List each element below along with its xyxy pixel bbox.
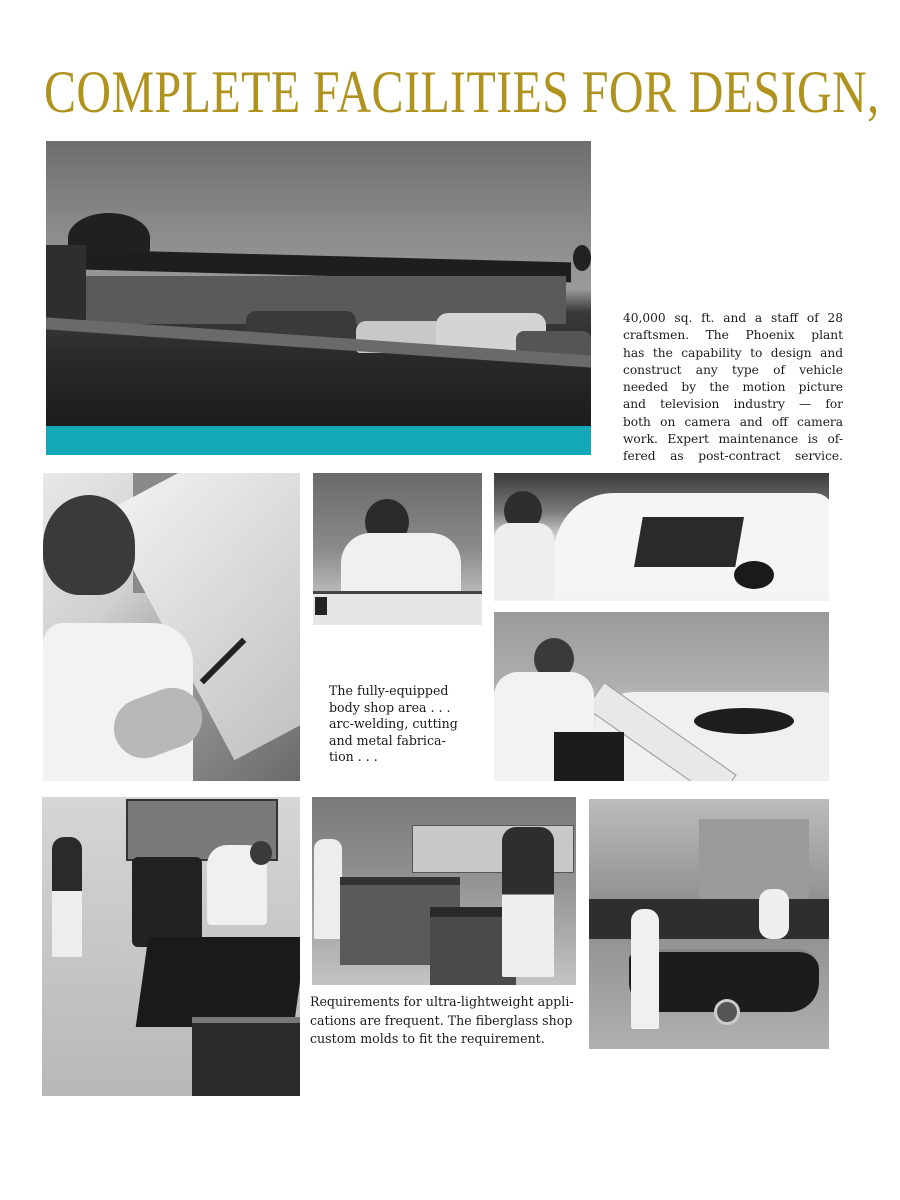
photo-metal-cutting: [313, 473, 482, 625]
caption-facility: [623, 310, 843, 466]
photo-body-shell-work: [494, 473, 829, 601]
mold-2: [136, 937, 300, 1027]
car-window: [694, 708, 794, 734]
caption-line: construct any type of vehicle: [623, 362, 843, 377]
caption-line: arc-welding, cutting: [329, 716, 458, 731]
teal-accent-bar: [46, 426, 591, 455]
workbench: [313, 591, 482, 625]
caption-line: The fully-equipped: [329, 683, 449, 698]
man-shirt: [494, 523, 554, 601]
caption-line: body shop area . . .: [329, 699, 451, 715]
can: [315, 597, 327, 615]
worker-left: [52, 837, 82, 957]
palm-tree: [573, 245, 591, 271]
worker-right-head: [250, 841, 272, 865]
photo-welding-body: [494, 612, 829, 781]
mold-1: [132, 857, 202, 947]
photo-fiberglass-molds: [42, 797, 300, 1096]
page-headline: COMPLETE FACILITIES FOR DESIGN,: [44, 59, 880, 125]
caption-line: cations are frequent. The fiberglass shop: [310, 1012, 573, 1028]
dark-floor: [554, 732, 624, 781]
caption-line: both on camera and off camera: [623, 414, 843, 429]
worker-right: [502, 827, 554, 977]
worker-left: [314, 839, 342, 939]
photo-chassis-assembly: [589, 799, 829, 1049]
caption-body-shop: [329, 683, 471, 766]
caption-line: fered as post-contract service.: [623, 449, 843, 464]
caption-fiberglass: [310, 993, 590, 1049]
worker-front: [631, 909, 659, 1029]
worker-back: [759, 889, 789, 939]
caption-line: work. Expert maintenance is of-: [623, 432, 843, 447]
caption-line: and metal fabrica-: [329, 732, 446, 748]
caption-line: and television industry — for: [623, 397, 843, 412]
building-wall: [46, 245, 86, 325]
mold-3: [192, 1017, 300, 1096]
chassis-back: [589, 899, 829, 939]
wall-fixture: [699, 819, 809, 899]
caption-line: needed by the motion picture: [623, 380, 843, 395]
photo-welder-closeup: [43, 473, 300, 781]
headlight: [734, 561, 774, 589]
photo-plant-exterior: [46, 141, 591, 426]
caption-line: 40,000 sq. ft. and a staff of 28: [623, 311, 843, 325]
window-opening: [634, 517, 744, 567]
wheel: [714, 999, 740, 1025]
caption-line: Requirements for ultra-lightweight appli-: [310, 994, 574, 1009]
photo-mold-shop: [312, 797, 576, 985]
caption-line: has the capability to design and: [623, 345, 843, 360]
caption-line: custom molds to fit the requirement.: [310, 1031, 545, 1046]
caption-line: tion . . .: [329, 749, 378, 764]
man-head: [43, 495, 135, 595]
caption-line: craftsmen. The Phoenix plant: [623, 328, 843, 343]
